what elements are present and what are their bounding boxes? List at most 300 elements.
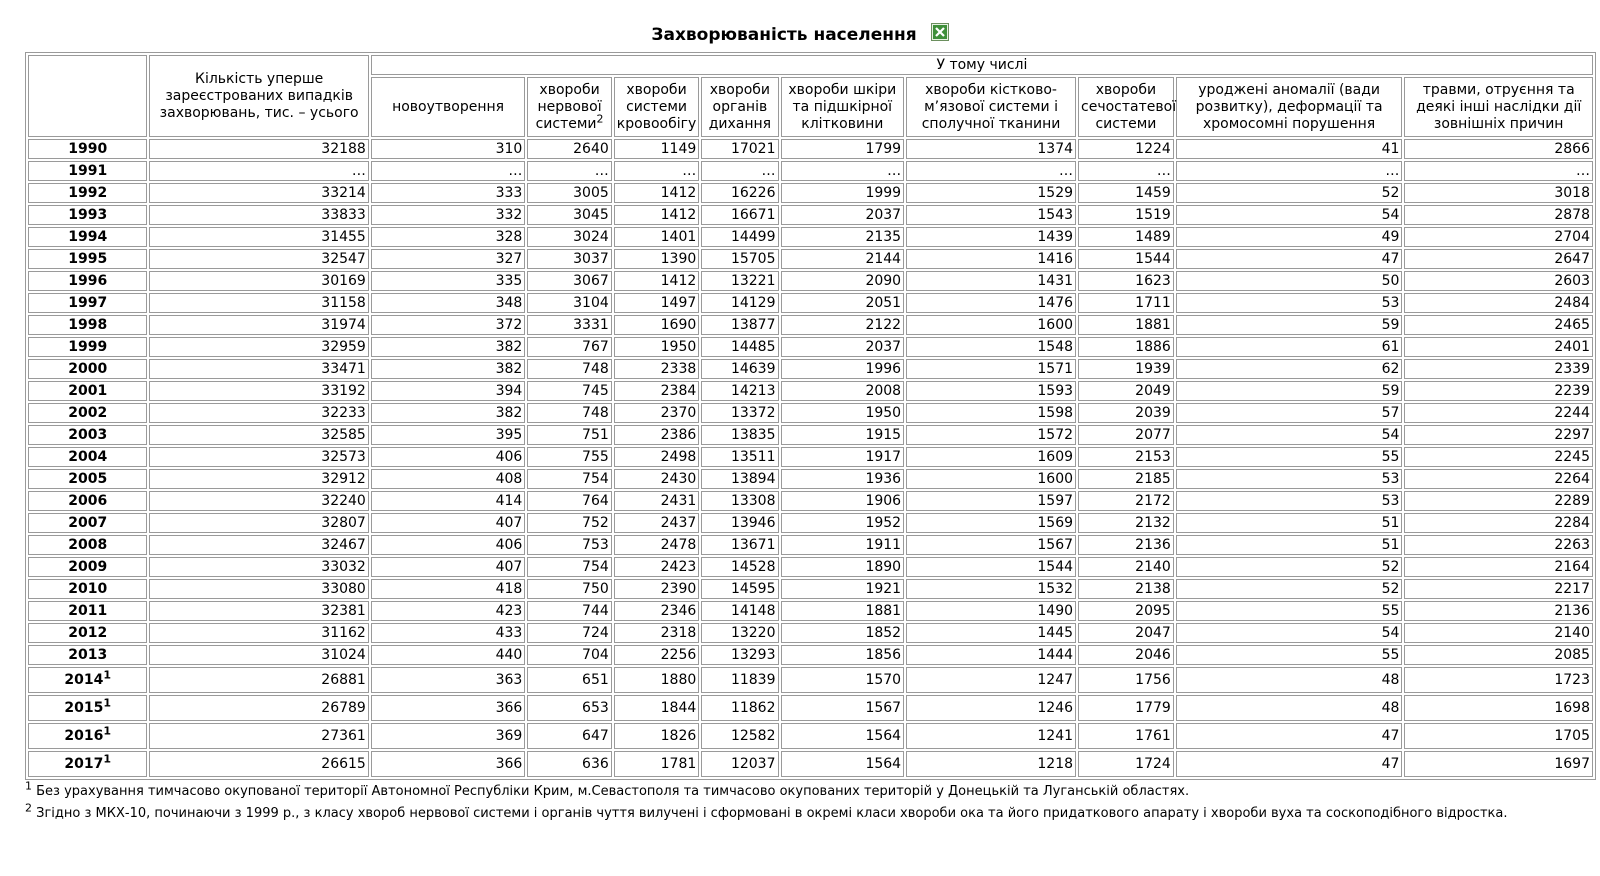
column-header bbox=[527, 77, 611, 137]
value-cell: 3005 bbox=[527, 183, 611, 203]
value-cell: 1856 bbox=[781, 645, 905, 665]
value-cell: … bbox=[781, 161, 905, 181]
value-cell: 13671 bbox=[701, 535, 778, 555]
year-label: 1996 bbox=[68, 273, 108, 289]
value-cell: … bbox=[527, 161, 611, 181]
value-cell: 1890 bbox=[781, 557, 905, 577]
value-cell: 1886 bbox=[1078, 337, 1174, 357]
value-cell: 2164 bbox=[1404, 557, 1593, 577]
value-cell: … bbox=[1176, 161, 1403, 181]
value-cell: 1698 bbox=[1404, 695, 1593, 721]
year-header-cell bbox=[28, 55, 147, 137]
footnote-mark: 1 bbox=[103, 752, 112, 766]
value-cell: 2603 bbox=[1404, 271, 1593, 291]
value-cell: 750 bbox=[527, 579, 611, 599]
value-cell: 2090 bbox=[781, 271, 905, 291]
value-cell: 395 bbox=[371, 425, 525, 445]
value-cell: 33833 bbox=[149, 205, 368, 225]
value-cell: 54 bbox=[1176, 623, 1403, 643]
value-cell: 407 bbox=[371, 513, 525, 533]
year-cell bbox=[28, 469, 147, 489]
value-cell: 407 bbox=[371, 557, 525, 577]
column-header bbox=[614, 77, 699, 137]
value-cell: 2263 bbox=[1404, 535, 1593, 555]
value-cell: 13221 bbox=[701, 271, 778, 291]
value-cell: 372 bbox=[371, 315, 525, 335]
year-cell bbox=[28, 645, 147, 665]
value-cell: 1609 bbox=[906, 447, 1076, 467]
table-row bbox=[28, 695, 1593, 721]
value-cell: 406 bbox=[371, 447, 525, 467]
value-cell: 2085 bbox=[1404, 645, 1593, 665]
value-cell: 1564 bbox=[781, 751, 905, 777]
value-cell: 1567 bbox=[781, 695, 905, 721]
value-cell: 366 bbox=[371, 695, 525, 721]
value-cell: 2430 bbox=[614, 469, 699, 489]
table-row bbox=[28, 425, 1593, 445]
year-cell bbox=[28, 359, 147, 379]
value-cell: 1761 bbox=[1078, 723, 1174, 749]
value-cell: 363 bbox=[371, 667, 525, 693]
table-row bbox=[28, 723, 1593, 749]
value-cell: 754 bbox=[527, 557, 611, 577]
table-row bbox=[28, 315, 1593, 335]
value-cell: 2037 bbox=[781, 205, 905, 225]
value-cell: 12582 bbox=[701, 723, 778, 749]
value-cell: 51 bbox=[1176, 535, 1403, 555]
value-cell: 33032 bbox=[149, 557, 368, 577]
value-cell: 53 bbox=[1176, 469, 1403, 489]
year-cell bbox=[28, 139, 147, 159]
value-cell: 1570 bbox=[781, 667, 905, 693]
value-cell: 13946 bbox=[701, 513, 778, 533]
value-cell: 1781 bbox=[614, 751, 699, 777]
value-cell: 369 bbox=[371, 723, 525, 749]
value-cell: 767 bbox=[527, 337, 611, 357]
year-label: 1991 bbox=[68, 163, 108, 179]
value-cell: … bbox=[614, 161, 699, 181]
value-cell: 1756 bbox=[1078, 667, 1174, 693]
value-cell: 14485 bbox=[701, 337, 778, 357]
footnote bbox=[25, 779, 1565, 800]
value-cell: 31024 bbox=[149, 645, 368, 665]
table-row bbox=[28, 667, 1593, 693]
year-label: 1990 bbox=[68, 141, 108, 157]
year-cell bbox=[28, 447, 147, 467]
value-cell: 748 bbox=[527, 403, 611, 423]
value-cell: 2172 bbox=[1078, 491, 1174, 511]
value-cell: 55 bbox=[1176, 645, 1403, 665]
year-cell bbox=[28, 557, 147, 577]
value-cell: 13511 bbox=[701, 447, 778, 467]
value-cell: 14639 bbox=[701, 359, 778, 379]
value-cell: … bbox=[1404, 161, 1593, 181]
year-label: 2012 bbox=[68, 625, 108, 641]
value-cell: 30169 bbox=[149, 271, 368, 291]
value-cell: 1996 bbox=[781, 359, 905, 379]
year-label: 1997 bbox=[68, 295, 108, 311]
value-cell: 1519 bbox=[1078, 205, 1174, 225]
value-cell: 1999 bbox=[781, 183, 905, 203]
value-cell: 1623 bbox=[1078, 271, 1174, 291]
footnote bbox=[25, 801, 1565, 822]
value-cell: 2144 bbox=[781, 249, 905, 269]
value-cell: 11862 bbox=[701, 695, 778, 721]
value-cell: 13372 bbox=[701, 403, 778, 423]
column-header bbox=[1404, 77, 1593, 137]
value-cell: 53 bbox=[1176, 491, 1403, 511]
value-cell: 54 bbox=[1176, 205, 1403, 225]
value-cell: 3045 bbox=[527, 205, 611, 225]
value-cell: 32381 bbox=[149, 601, 368, 621]
value-cell: 327 bbox=[371, 249, 525, 269]
value-cell: 2136 bbox=[1078, 535, 1174, 555]
value-cell: 59 bbox=[1176, 315, 1403, 335]
year-label: 2003 bbox=[68, 427, 108, 443]
table-row bbox=[28, 623, 1593, 643]
value-cell: 1881 bbox=[781, 601, 905, 621]
value-cell: 414 bbox=[371, 491, 525, 511]
year-cell bbox=[28, 337, 147, 357]
value-cell: 2437 bbox=[614, 513, 699, 533]
value-cell: 2401 bbox=[1404, 337, 1593, 357]
year-label: 1995 bbox=[68, 251, 108, 267]
value-cell: 1705 bbox=[1404, 723, 1593, 749]
value-cell: 1567 bbox=[906, 535, 1076, 555]
value-cell: 2132 bbox=[1078, 513, 1174, 533]
value-cell: 33192 bbox=[149, 381, 368, 401]
value-cell: 1952 bbox=[781, 513, 905, 533]
value-cell: 1906 bbox=[781, 491, 905, 511]
value-cell: 2478 bbox=[614, 535, 699, 555]
year-cell bbox=[28, 205, 147, 225]
year-label: 1992 bbox=[68, 185, 108, 201]
year-cell bbox=[28, 183, 147, 203]
value-cell: 366 bbox=[371, 751, 525, 777]
value-cell: 1569 bbox=[906, 513, 1076, 533]
value-cell: 1852 bbox=[781, 623, 905, 643]
value-cell: 1917 bbox=[781, 447, 905, 467]
table-row bbox=[28, 447, 1593, 467]
value-cell: 32573 bbox=[149, 447, 368, 467]
value-cell: 2264 bbox=[1404, 469, 1593, 489]
year-cell bbox=[28, 315, 147, 335]
value-cell: 11839 bbox=[701, 667, 778, 693]
value-cell: 348 bbox=[371, 293, 525, 313]
column-header bbox=[781, 77, 905, 137]
value-cell: 32912 bbox=[149, 469, 368, 489]
column-header bbox=[906, 77, 1076, 137]
year-cell bbox=[28, 667, 147, 693]
year-cell bbox=[28, 579, 147, 599]
table-row bbox=[28, 513, 1593, 533]
value-cell: 2647 bbox=[1404, 249, 1593, 269]
value-cell: 2297 bbox=[1404, 425, 1593, 445]
value-cell: 2047 bbox=[1078, 623, 1174, 643]
value-cell: 310 bbox=[371, 139, 525, 159]
footnote-text: Без урахування тимчасово окупованої території Автономної Республіки Крим, м.Севастополя та тимчасово окупованих територій у Донецькій та Луганській областях. bbox=[36, 784, 1190, 799]
column-header-label: хвороби органів дихання bbox=[708, 81, 772, 132]
year-label: 2002 bbox=[68, 405, 108, 421]
value-cell: 2431 bbox=[614, 491, 699, 511]
table-row bbox=[28, 205, 1593, 225]
value-cell: 26881 bbox=[149, 667, 368, 693]
table-row bbox=[28, 381, 1593, 401]
column-header-label: уроджені аномалії (вади розвитку), деформації та хромосомні порушення bbox=[1195, 81, 1383, 132]
year-cell bbox=[28, 751, 147, 777]
table-row bbox=[28, 227, 1593, 247]
value-cell: 1690 bbox=[614, 315, 699, 335]
value-cell: 753 bbox=[527, 535, 611, 555]
value-cell: 57 bbox=[1176, 403, 1403, 423]
value-cell: 2140 bbox=[1404, 623, 1593, 643]
value-cell: 33471 bbox=[149, 359, 368, 379]
value-cell: 13894 bbox=[701, 469, 778, 489]
value-cell: 2484 bbox=[1404, 293, 1593, 313]
table-row bbox=[28, 491, 1593, 511]
excel-icon-graphic bbox=[931, 23, 949, 41]
value-cell: 55 bbox=[1176, 447, 1403, 467]
table-row bbox=[28, 271, 1593, 291]
year-cell bbox=[28, 249, 147, 269]
value-cell: 3018 bbox=[1404, 183, 1593, 203]
value-cell: 33214 bbox=[149, 183, 368, 203]
value-cell: 12037 bbox=[701, 751, 778, 777]
value-cell: 1950 bbox=[614, 337, 699, 357]
value-cell: 15705 bbox=[701, 249, 778, 269]
value-cell: 14148 bbox=[701, 601, 778, 621]
value-cell: 13220 bbox=[701, 623, 778, 643]
year-label: 2001 bbox=[68, 383, 108, 399]
value-cell: 2140 bbox=[1078, 557, 1174, 577]
value-cell: 2122 bbox=[781, 315, 905, 335]
value-cell: 2051 bbox=[781, 293, 905, 313]
value-cell: 2284 bbox=[1404, 513, 1593, 533]
value-cell: 31455 bbox=[149, 227, 368, 247]
value-cell: 51 bbox=[1176, 513, 1403, 533]
value-cell: 2046 bbox=[1078, 645, 1174, 665]
value-cell: 2339 bbox=[1404, 359, 1593, 379]
value-cell: 62 bbox=[1176, 359, 1403, 379]
value-cell: 1489 bbox=[1078, 227, 1174, 247]
year-label: 2008 bbox=[68, 537, 108, 553]
year-label: 2015 bbox=[64, 700, 104, 716]
column-header-label: хвороби системи кровообігу bbox=[616, 81, 697, 132]
year-label: 2011 bbox=[68, 603, 108, 619]
footnote-mark: 1 bbox=[103, 668, 112, 682]
value-cell: 2423 bbox=[614, 557, 699, 577]
value-cell: 328 bbox=[371, 227, 525, 247]
value-cell: 14213 bbox=[701, 381, 778, 401]
value-cell: 2318 bbox=[614, 623, 699, 643]
year-cell bbox=[28, 601, 147, 621]
excel-icon[interactable] bbox=[931, 23, 949, 41]
year-cell bbox=[28, 723, 147, 749]
column-header bbox=[371, 77, 525, 137]
value-cell: 2704 bbox=[1404, 227, 1593, 247]
value-cell: 1444 bbox=[906, 645, 1076, 665]
group-header: У тому числі bbox=[371, 55, 1593, 75]
value-cell: 423 bbox=[371, 601, 525, 621]
value-cell: 26615 bbox=[149, 751, 368, 777]
value-cell: 3024 bbox=[527, 227, 611, 247]
value-cell: 1598 bbox=[906, 403, 1076, 423]
value-cell: 745 bbox=[527, 381, 611, 401]
value-cell: 27361 bbox=[149, 723, 368, 749]
value-cell: 2039 bbox=[1078, 403, 1174, 423]
page-title: Захворюваність населення bbox=[651, 25, 917, 45]
value-cell: 1401 bbox=[614, 227, 699, 247]
year-label: 2007 bbox=[68, 515, 108, 531]
value-cell: 382 bbox=[371, 359, 525, 379]
value-cell: 1911 bbox=[781, 535, 905, 555]
value-cell: 1544 bbox=[906, 557, 1076, 577]
value-cell: 31158 bbox=[149, 293, 368, 313]
value-cell: 2049 bbox=[1078, 381, 1174, 401]
column-header-label: новоутворення bbox=[392, 98, 505, 115]
value-cell: 333 bbox=[371, 183, 525, 203]
value-cell: 1723 bbox=[1404, 667, 1593, 693]
value-cell: 26789 bbox=[149, 695, 368, 721]
value-cell: 47 bbox=[1176, 751, 1403, 777]
table-body bbox=[28, 139, 1593, 777]
value-cell: 1844 bbox=[614, 695, 699, 721]
value-cell: 1593 bbox=[906, 381, 1076, 401]
year-label: 2005 bbox=[68, 471, 108, 487]
value-cell: … bbox=[1078, 161, 1174, 181]
year-label: 2006 bbox=[68, 493, 108, 509]
footnote-mark: 2 bbox=[25, 801, 32, 815]
table-row bbox=[28, 751, 1593, 777]
value-cell: 13308 bbox=[701, 491, 778, 511]
value-cell: 2008 bbox=[781, 381, 905, 401]
value-cell: … bbox=[371, 161, 525, 181]
column-header-label: травми, отруєння та деякі інші наслідки дії зовнішніх причин bbox=[1416, 81, 1582, 132]
year-cell bbox=[28, 513, 147, 533]
value-cell: 1224 bbox=[1078, 139, 1174, 159]
value-cell: 32547 bbox=[149, 249, 368, 269]
table-row bbox=[28, 469, 1593, 489]
value-cell: 2878 bbox=[1404, 205, 1593, 225]
value-cell: 32188 bbox=[149, 139, 368, 159]
year-label: 2000 bbox=[68, 361, 108, 377]
year-label: 1999 bbox=[68, 339, 108, 355]
value-cell: 636 bbox=[527, 751, 611, 777]
column-header bbox=[701, 77, 778, 137]
value-cell: 2153 bbox=[1078, 447, 1174, 467]
year-cell bbox=[28, 293, 147, 313]
year-cell bbox=[28, 695, 147, 721]
value-cell: 1571 bbox=[906, 359, 1076, 379]
footnote-mark: 2 bbox=[596, 111, 604, 125]
value-cell: 59 bbox=[1176, 381, 1403, 401]
table-row bbox=[28, 359, 1593, 379]
table-header bbox=[28, 55, 1593, 137]
value-cell: 406 bbox=[371, 535, 525, 555]
value-cell: 1412 bbox=[614, 205, 699, 225]
value-cell: 3104 bbox=[527, 293, 611, 313]
footnote-mark: 1 bbox=[103, 696, 112, 710]
year-cell bbox=[28, 623, 147, 643]
year-label: 1998 bbox=[68, 317, 108, 333]
value-cell: 1247 bbox=[906, 667, 1076, 693]
value-cell: 61 bbox=[1176, 337, 1403, 357]
value-cell: 32240 bbox=[149, 491, 368, 511]
year-cell bbox=[28, 161, 147, 181]
footnote-text: Згідно з МКХ-10, починаючи з 1999 р., з класу хвороб нервової системи і органів чуття вилучені і сформовані в окремі класи хвороби ока та його придаткового апарату і хвороби вуха та соскоподібного відростка. bbox=[36, 806, 1508, 821]
column-header bbox=[1078, 77, 1177, 137]
value-cell: 2498 bbox=[614, 447, 699, 467]
value-cell: 47 bbox=[1176, 723, 1403, 749]
value-cell: 751 bbox=[527, 425, 611, 445]
value-cell: 418 bbox=[371, 579, 525, 599]
value-cell: 2866 bbox=[1404, 139, 1593, 159]
value-cell: 1374 bbox=[906, 139, 1076, 159]
header-row-1 bbox=[28, 55, 1593, 75]
footnote-mark: 1 bbox=[103, 724, 112, 738]
table-row bbox=[28, 183, 1593, 203]
value-cell: 651 bbox=[527, 667, 611, 693]
value-cell: 13835 bbox=[701, 425, 778, 445]
value-cell: 32233 bbox=[149, 403, 368, 423]
value-cell: 1412 bbox=[614, 271, 699, 291]
table-row bbox=[28, 403, 1593, 423]
year-cell bbox=[28, 535, 147, 555]
value-cell: 744 bbox=[527, 601, 611, 621]
value-cell: 433 bbox=[371, 623, 525, 643]
value-cell: 2185 bbox=[1078, 469, 1174, 489]
table-row bbox=[28, 535, 1593, 555]
value-cell: 48 bbox=[1176, 667, 1403, 693]
value-cell: 2138 bbox=[1078, 579, 1174, 599]
title-row bbox=[0, 24, 1600, 46]
value-cell: 724 bbox=[527, 623, 611, 643]
value-cell: 16671 bbox=[701, 205, 778, 225]
table-row bbox=[28, 645, 1593, 665]
value-cell: 1532 bbox=[906, 579, 1076, 599]
value-cell: 1881 bbox=[1078, 315, 1174, 335]
value-cell: 1711 bbox=[1078, 293, 1174, 313]
year-label: 2010 bbox=[68, 581, 108, 597]
year-cell bbox=[28, 381, 147, 401]
table-row bbox=[28, 139, 1593, 159]
value-cell: 14528 bbox=[701, 557, 778, 577]
column-header bbox=[1176, 77, 1403, 137]
value-cell: 54 bbox=[1176, 425, 1403, 445]
value-cell: 1149 bbox=[614, 139, 699, 159]
value-cell: 1724 bbox=[1078, 751, 1174, 777]
total-header: Кількість уперше зареєстрованих випадків захворювань, тис. – усього bbox=[149, 55, 368, 137]
value-cell: 1218 bbox=[906, 751, 1076, 777]
value-cell: 394 bbox=[371, 381, 525, 401]
value-cell: … bbox=[701, 161, 778, 181]
value-cell: 53 bbox=[1176, 293, 1403, 313]
value-cell: 31974 bbox=[149, 315, 368, 335]
value-cell: 332 bbox=[371, 205, 525, 225]
value-cell: 1412 bbox=[614, 183, 699, 203]
value-cell: 408 bbox=[371, 469, 525, 489]
value-cell: 2077 bbox=[1078, 425, 1174, 445]
value-cell: 2136 bbox=[1404, 601, 1593, 621]
value-cell: 32585 bbox=[149, 425, 368, 445]
footnote-mark: 1 bbox=[25, 779, 32, 793]
value-cell: 52 bbox=[1176, 579, 1403, 599]
value-cell: 1445 bbox=[906, 623, 1076, 643]
value-cell: 1459 bbox=[1078, 183, 1174, 203]
value-cell: 1572 bbox=[906, 425, 1076, 445]
value-cell: 1936 bbox=[781, 469, 905, 489]
value-cell: 1497 bbox=[614, 293, 699, 313]
